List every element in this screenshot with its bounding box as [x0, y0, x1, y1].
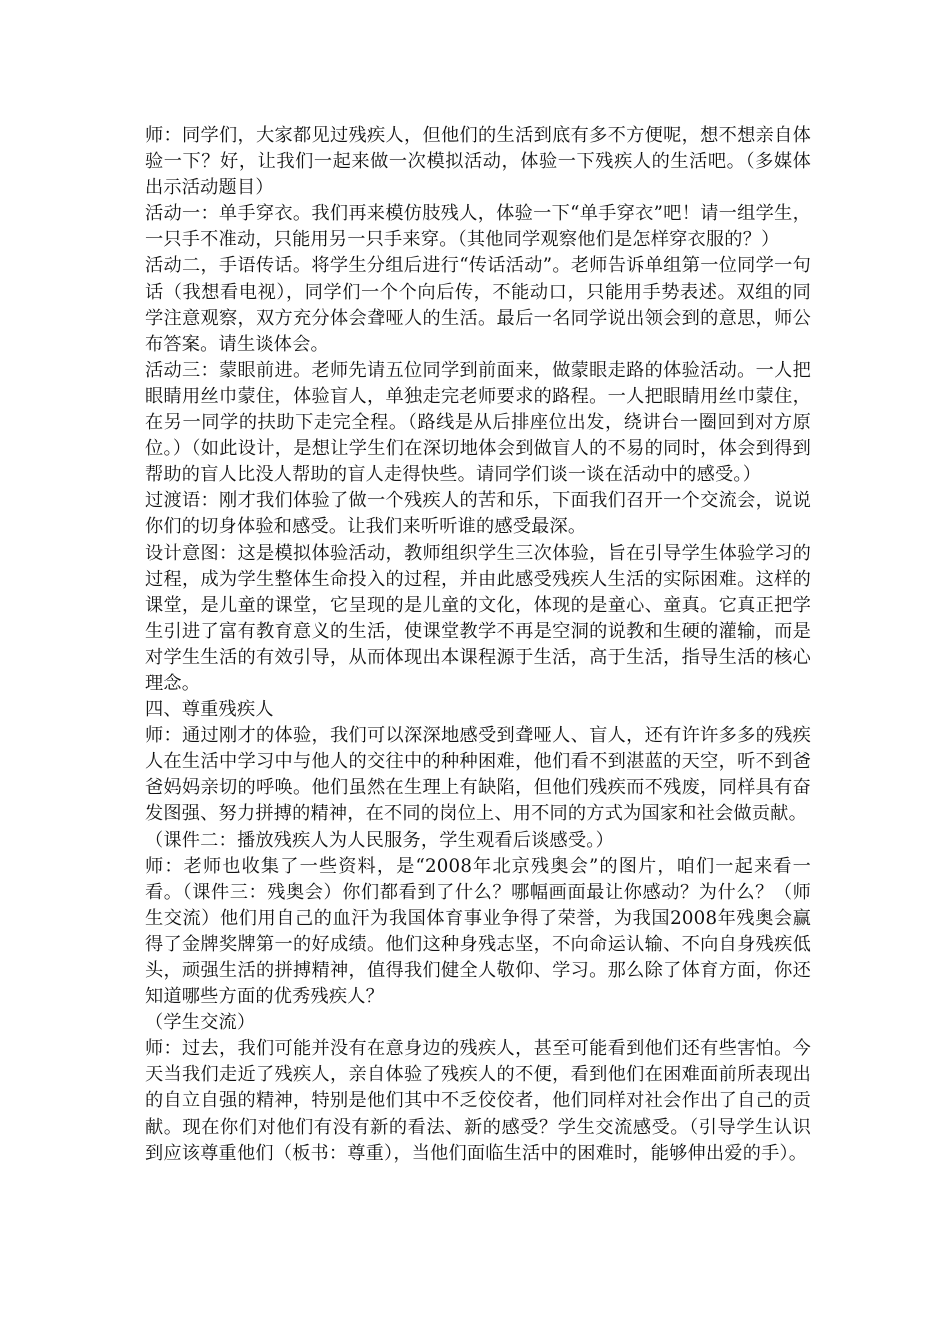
paragraph-activity-three: 活动三：蒙眼前进。老师先请五位同学到前面来，做蒙眼走路的体验活动。一人把眼睛用丝巾蒙住，体验盲人，单独走完老师要求的路程。一人把眼睛用丝巾蒙住，在另一同学的扶助下走完全程。（路线是从后排座位出发，绕讲台一圈回到对方原位。）（如此设计，是想让学生们在深切地体会到做盲人的不易的同时，体会到得到帮助的盲人比没人帮助的盲人走得快些。请同学们谈一谈在活动中的感受。）	[145, 359, 811, 486]
paragraph-paralympics: 师：老师也收集了一些资料，是“2008年北京残奥会”的图片，咱们一起来看一看。（课件三：残奥会）你们都看到了什么？哪幅画面最让你感动？为什么？（师生交流）他们用自己的血汗为我国体育事业争得了荣誉，为我国2008年残奥会赢得了金牌奖牌第一的好成绩。他们这种身残志坚，不向命运认输、不向自身残疾低头，顽强生活的拼搏精神，值得我们健全人敬仰、学习。那么除了体育方面，你还知道哪些方面的优秀残疾人？	[145, 855, 811, 1008]
paragraph-activity-two: 活动二，手语传话。将学生分组后进行“传话活动”。老师告诉单组第一位同学一句话（我想看电视），同学们一个个向后传，不能动口，只能用手势表述。双组的同学注意观察，双方充分体会聋哑人的生活。最后一名同学说出领会到的意思，师公布答案。请生谈体会。	[145, 255, 811, 355]
paragraph-courseware-two: （课件二：播放残疾人为人民服务，学生观看后谈感受。）	[145, 829, 614, 851]
paragraph-teacher-intro: 师：同学们，大家都见过残疾人，但他们的生活到底有多不方便呢，想不想亲自体验一下？好，让我们一起来做一次模拟活动，体验一下残疾人的生活吧。（多媒体出示活动题目）	[145, 125, 811, 199]
section-heading-respect: 四、尊重残疾人	[145, 699, 274, 721]
paragraph-teacher-experience: 师：通过刚才的体验，我们可以深深地感受到聋哑人、盲人，还有许许多多的残疾人在生活中学习中与他人的交往中的种种困难，他们看不到湛蓝的天空，听不到爸爸妈妈亲切的呼唤。他们虽然在生理上有缺陷，但他们残疾而不残废，同样具有奋发图强、努力拼搏的精神，在不同的岗位上、用不同的方式为国家和社会做贡献。	[145, 725, 811, 825]
paragraph-design-intent: 设计意图：这是模拟体验活动，教师组织学生三次体验，旨在引导学生体验学习的过程，成为学生整体生命投入的过程，并由此感受残疾人生活的实际困难。这样的课堂，是儿童的课堂，它呈现的是儿童的文化，体现的是童心、童真。它真正把学生引进了富有教育意义的生活，使课堂教学不再是空洞的说教和生硬的灌输，而是对学生生活的有效引导，从而体现出本课程源于生活，高于生活，指导生活的核心理念。	[145, 542, 811, 694]
paragraph-transition: 过渡语：刚才我们体验了做一个残疾人的苦和乐，下面我们召开一个交流会，说说你们的切身体验和感受。让我们来听听谁的感受最深。	[145, 490, 811, 538]
paragraph-teacher-conclusion: 师：过去，我们可能并没有在意身边的残疾人，甚至可能看到他们还有些害怕。今天当我们走近了残疾人，亲自体验了残疾人的不便，看到他们在困难面前所表现出的自立自强的精神，特别是他们其中不乏佼佼者，他们同样对社会作出了自己的贡献。现在你们对他们有没有新的看法、新的感受？学生交流感受。（引导学生认识到应该尊重他们（板书：尊重），当他们面临生活中的困难时，能够伸出爱的手）。	[145, 1038, 811, 1164]
document-body	[145, 123, 811, 1167]
paragraph-activity-one: 活动一：单手穿衣。我们再来模仿肢残人，体验一下“单手穿衣”吧！请一组学生，一只手不准动，只能用另一只手来穿。（其他同学观察他们是怎样穿衣服的？）	[145, 203, 811, 251]
paragraph-student-exchange: （学生交流）	[145, 1012, 256, 1034]
